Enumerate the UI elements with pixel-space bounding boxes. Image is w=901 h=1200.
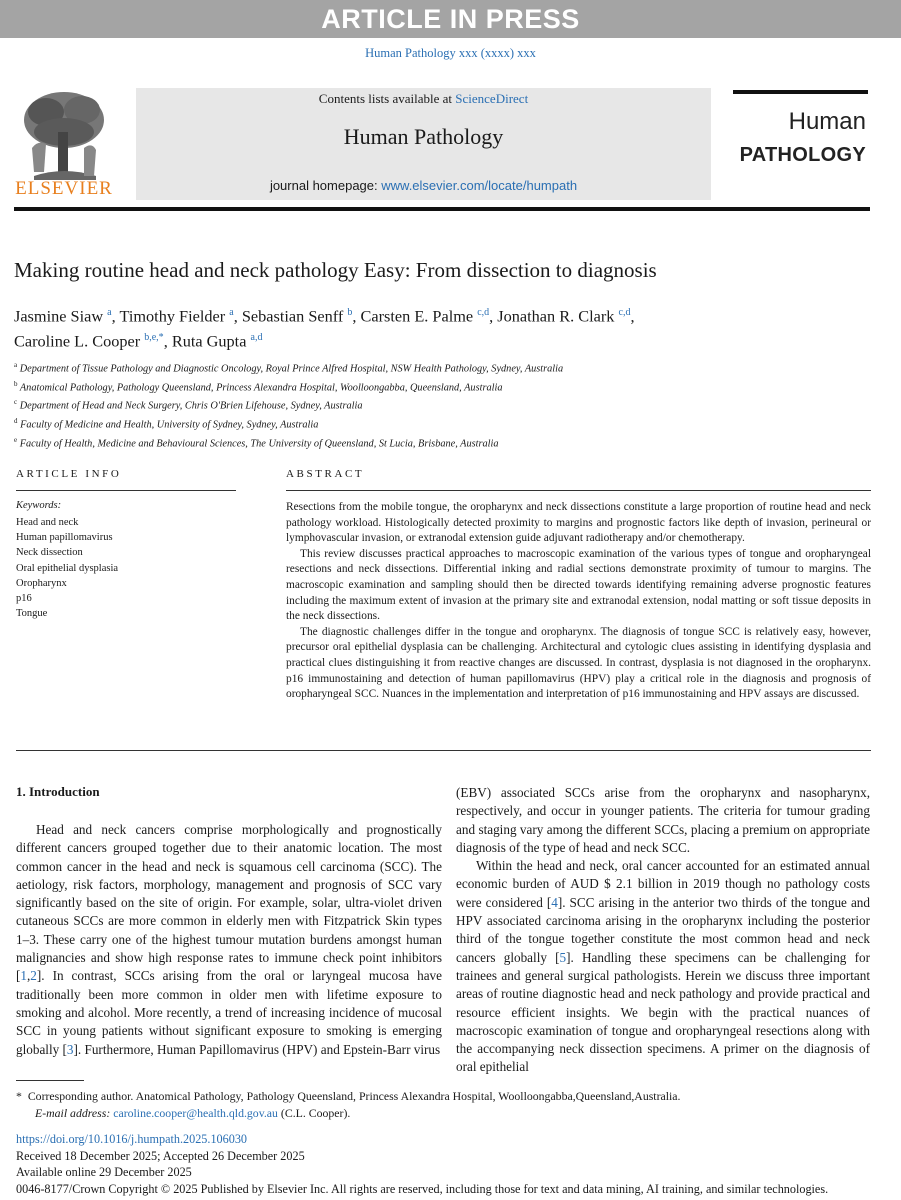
author-affil[interactable]: c,d — [618, 307, 631, 318]
affiliation-key: d — [14, 416, 18, 425]
journal-cover — [733, 90, 868, 204]
affiliation — [14, 433, 874, 452]
keyword: Oral epithelial dysplasia — [16, 562, 119, 574]
abstract-bottom-rule — [16, 750, 871, 751]
keyword: p16 — [16, 593, 32, 605]
author-name[interactable]: Caroline L. Cooper — [14, 331, 141, 351]
affiliation-text: Department of Head and Neck Surgery, Chris O'Brien Lifehouse, Sydney, Australia — [19, 400, 363, 412]
text-run: ]. Furthermore, Human Papillomavirus (HPV) and Epstein-Barr virus — [73, 1041, 441, 1057]
copyright-line: 0046-8177/Crown Copyright © 2025 Published by Elsevier Inc. All rights are reserved, including those for text and data mining, AI training, and similar technologies. — [16, 1181, 829, 1196]
footnote-rule — [16, 1080, 84, 1081]
homepage-prefix: journal homepage: — [269, 178, 382, 193]
keyword: Oropharynx — [16, 577, 67, 589]
keyword: Human papillomavirus — [16, 532, 113, 544]
text-run: ]. SCC arising in the anterior two thirds of the tongue and HPV associated carcinoma arising in the oropharynx including the posterior third of the tongue together constitute the most common head and neck cancers globally [ — [456, 894, 870, 965]
body-column-left — [16, 821, 442, 1059]
homepage-link[interactable]: www.elsevier.com/locate/humpath — [381, 178, 578, 193]
author-name[interactable]: Carsten E. Palme — [360, 306, 474, 326]
author-affil[interactable]: a — [229, 307, 234, 318]
author-affil[interactable]: a,d — [250, 332, 263, 344]
cover-title-line1: Human — [788, 108, 866, 135]
text-run: ]. In contrast, SCCs arising from the oral or laryngeal mucosa have traditionally been more common in older men with lifetime exposure to smoking and alcohol. More recently, a trend of increasing incidence of mucosal SCC in young patients without significant exposure to smoking is emerging globally [ — [16, 968, 442, 1057]
article-title: Making routine head and neck pathology Easy: From dissection to diagnosis — [14, 258, 657, 282]
affiliation-list — [14, 358, 874, 451]
affiliation-key: a — [14, 361, 18, 369]
article-info-heading: ARTICLE INFO — [16, 468, 122, 480]
footnote-text: Corresponding author. Anatomical Pathology, Pathology Queensland, Princess Alexandra Hospital, Woolloongabba,Queensland,Australia. — [27, 1089, 681, 1103]
citation-link[interactable]: 1 — [20, 968, 27, 984]
journal-title: Human Pathology — [343, 124, 504, 149]
footnote-line — [16, 1088, 876, 1105]
email-suffix: (C.L. Cooper). — [280, 1106, 351, 1120]
article-in-press-banner: ARTICLE IN PRESS — [0, 0, 901, 38]
body-column-right — [456, 784, 870, 1077]
journal-header-box — [136, 88, 711, 200]
email-link[interactable]: caroline.cooper@health.qld.gov.au — [113, 1106, 278, 1120]
author-sep: , — [489, 306, 498, 326]
citation-link[interactable]: 5 — [559, 949, 567, 965]
intro-paragraph-continued: (EBV) associated SCCs arise from the oropharynx and nasopharynx, respectively, and occur in younger patients. The criteria for tumour grading and staging vary among the different SCCs, placing a premium on appropriate diagnosis of the type of head and neck SCC. — [456, 785, 870, 855]
author-sep: , — [630, 306, 635, 326]
author-name[interactable]: Jasmine Siaw — [14, 306, 104, 326]
affiliation-key: c — [14, 398, 18, 407]
author-sep: , — [352, 306, 361, 326]
affiliation-key: b — [14, 379, 18, 388]
citation-link[interactable]: 2 — [30, 968, 37, 984]
keywords-label: Keywords: — [16, 500, 62, 511]
header-divider — [14, 207, 870, 211]
author-sep: , — [111, 306, 120, 326]
affiliation-text: Faculty of Medicine and Health, University of Sydney, Sydney, Australia — [20, 419, 319, 431]
abstract-paragraph: This review discusses practical approaches to macroscopic examination of the various types of tongue and oropharyngeal resections and neck dissections. Differential inking and radial sections demonstrate proximity of tumour to margins. The macroscopic examination and sampling should then be directed towards identifying remaining adverse prognostic features including the maximum extent of invasion at the primary site and extranodal extension, nodal matting or soft tissue deposits in the neck dissections. — [286, 547, 871, 623]
keyword: Tongue — [16, 608, 48, 620]
intro-paragraph — [456, 857, 870, 1077]
text-run: ]. Handling these specimens can be challenging for trainees and general surgical pathologists. Herein we discuss three important areas of routine diagnostic head and neck pathology and provide practical and resource efficient insights. We begin with the practical nuances of macroscopic examination of tongue and oropharyngeal resections along with the accompanying neck dissection specimens. A primer on the diagnosis of oral epithelial — [456, 949, 870, 1075]
citation-link[interactable]: 4 — [551, 894, 558, 910]
author-sep: , — [163, 331, 172, 351]
section-heading-introduction: 1. Introduction — [16, 784, 100, 799]
online-date: Available online 29 December 2025 — [16, 1165, 192, 1179]
received-dates: Received 18 December 2025; Accepted 26 December 2025 — [16, 1148, 305, 1163]
author-name[interactable]: Timothy Fielder — [119, 306, 226, 326]
sciencedirect-link[interactable]: ScienceDirect — [455, 91, 529, 106]
abstract-body — [286, 500, 871, 703]
abstract-paragraph: Resections from the mobile tongue, the oropharynx and neck dissections constitute a large proportion of routine head and neck pathology workload. Histologically detected proximity to margins and prognostic factors like depth of invasion, perineural or lymphovascular invasion, or extranodal extension guide adjuvant radiotherapy and/or chemotherapy. — [286, 501, 871, 545]
contents-line — [136, 91, 711, 107]
author-affil[interactable]: b,e,* — [144, 332, 164, 344]
affiliation — [14, 358, 874, 377]
text-run: Within the head and neck, oral cancer accounted for an estimated annual economic burden of AUD $ 2.1 billion in 2019 though no pathology costs were considered [ — [456, 858, 870, 910]
author-affil[interactable]: b — [347, 307, 353, 318]
affiliation-text: Anatomical Pathology, Pathology Queensland, Princess Alexandra Hospital, Woolloongabba, Queensland, Australia — [19, 382, 503, 394]
footnote-email-line — [16, 1105, 876, 1122]
cover-title-line2: PATHOLOGY — [739, 144, 866, 166]
doi-link[interactable]: https://doi.org/10.1016/j.humpath.2025.106030 — [16, 1132, 248, 1146]
article-info-rule — [16, 490, 236, 491]
author-name[interactable]: Ruta Gupta — [171, 331, 247, 351]
intro-paragraph: Head and neck cancers comprise morphologically and prognostically different cancers grouped together due to their anatomic location. The most common cancer in the head and neck is squamous cell carcinoma (SCC). The aetiology, risk factors, morphology, management and prognosis of SCC vary significantly based on the site of origin. For example, solar, ultra-violet driven cutaneous SCCs are more common in elderly men with Fitzpatrick Skin types 1–3. These carry one of the highest tumour mutation burdens amongst human malignancies and show high response rates to immune check point inhibitors [1,2]. In contrast, SCCs arising from the oral or laryngeal mucosa have traditionally been more common in older men with lifetime exposure to smoking and alcohol. More recently, a trend of increasing incidence of mucosal SCC in young patients without significant exposure to smoking is emerging globally [3]. Furthermore, Human Papillomavirus (HPV) and Epstein-Barr virus — [16, 822, 442, 1057]
affiliation — [14, 377, 874, 396]
text-run: Head and neck cancers comprise morphologically and prognostically different cancers grouped together due to their anatomic location. The most common cancer in the head and neck is squamous cell carcinoma (SCC). The aetiology, risk factors, morphology, management and prognosis of SCC vary significantly based on the site of origin. For example, solar, ultra-violet driven cutaneous SCCs are more common in elderly men with Fitzpatrick Skin types 1–3. These carry one of the highest tumour mutation burdens amongst human malignancies and show high response rates to immune check point inhibitors [ — [16, 822, 442, 984]
abstract-paragraph: The diagnostic challenges differ in the tongue and oropharynx. The diagnosis of tongue SCC is relatively easy, however, precursor oral epithelial dysplasia can be challenging. Architectural and cytologic clues assisting in identifying dysplasia and practical clues distinguishing it from reactive changes are discussed. In contrast, dysplasia is not diagnosed in the oropharynx. p16 immunostaining and detection of human papillomavirus (HPV) play a critical role in the diagnosis and prognosis of oropharyngeal SCC. Nuances in the implementation and interpretation of p16 immunostaining and HPV assays are discussed. — [286, 625, 871, 701]
homepage-line — [136, 178, 711, 193]
author-list — [14, 302, 874, 353]
author-name[interactable]: Sebastian Senff — [241, 306, 344, 326]
affiliation-text: Department of Tissue Pathology and Diagnostic Oncology, Royal Prince Alfred Hospital, NSW Health Pathology, Sydney, Australia — [19, 363, 564, 375]
publication-info — [16, 1131, 828, 1197]
abstract-rule — [286, 490, 871, 491]
journal-reference-link[interactable]: Human Pathology xxx (xxxx) xxx — [365, 46, 536, 60]
author-sep: , — [233, 306, 242, 326]
contents-prefix: Contents lists available at — [318, 91, 456, 106]
affiliation-key: e — [14, 435, 18, 444]
affiliation — [14, 414, 874, 433]
keywords-list — [16, 515, 118, 621]
keyword: Head and neck — [16, 517, 79, 528]
keyword: Neck dissection — [16, 547, 83, 559]
author-affil[interactable]: a — [107, 307, 112, 318]
citation-link[interactable]: 3 — [66, 1041, 74, 1057]
affiliation-text: Faculty of Health, Medicine and Behavioural Sciences, The University of Queensland, St Lucia, Brisbane, Australia — [19, 437, 499, 449]
email-label: E-mail address: — [35, 1106, 111, 1120]
footnote-mark: * — [16, 1089, 22, 1103]
abstract-heading: ABSTRACT — [286, 468, 365, 480]
elsevier-wordmark: ELSEVIER — [15, 178, 113, 199]
affiliation — [14, 395, 874, 414]
author-name[interactable]: Jonathan R. Clark — [497, 306, 615, 326]
author-affil[interactable]: c,d — [477, 307, 490, 318]
corresponding-author-footnote — [16, 1088, 876, 1122]
